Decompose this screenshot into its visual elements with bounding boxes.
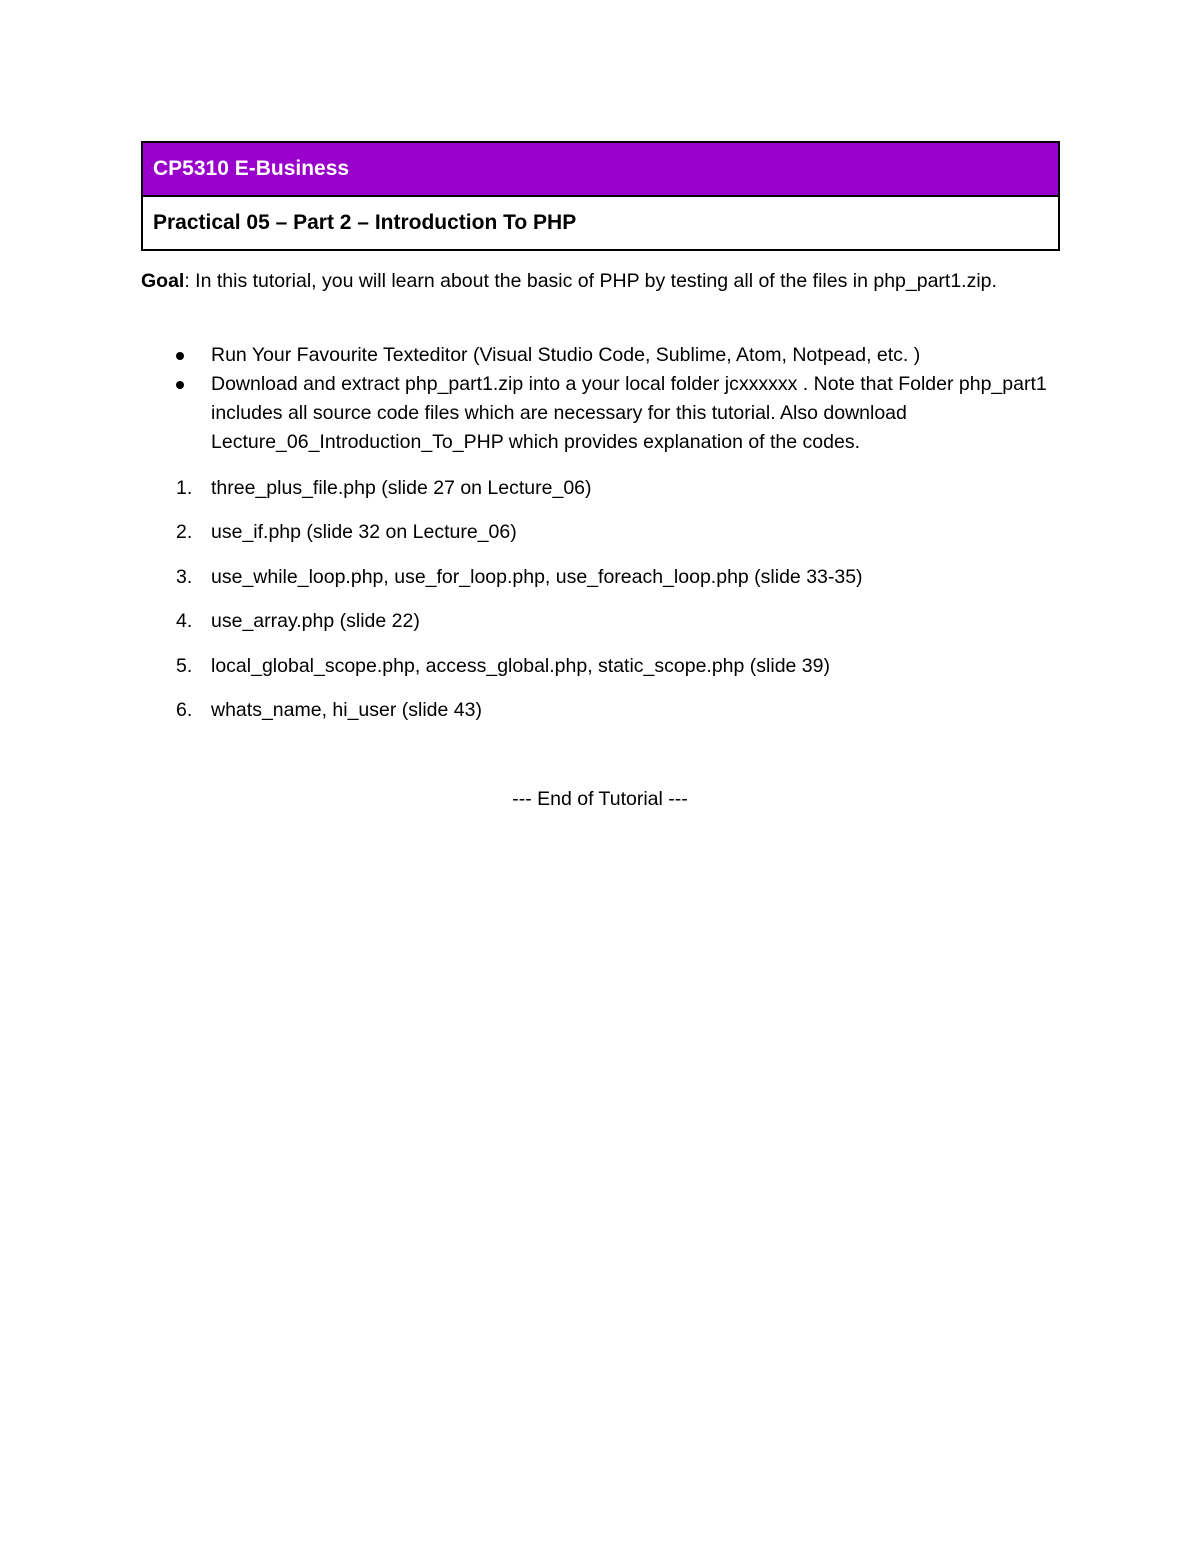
step-text: local_global_scope.php, access_global.php, static_scope.php (slide 39) [211, 654, 830, 677]
list-item [141, 651, 1061, 695]
goal-label: Goal [141, 270, 185, 292]
header-table [141, 141, 1060, 251]
end-of-tutorial: --- End of Tutorial --- [512, 788, 688, 810]
step-text: whats_name, hi_user (slide 43) [211, 698, 482, 721]
bullet-item [141, 370, 1061, 457]
step-number: 6. [176, 698, 193, 721]
step-text: use_array.php (slide 22) [211, 610, 420, 633]
file-steps-list [141, 473, 1061, 739]
step-text: use_if.php (slide 32 on Lecture_06) [211, 521, 517, 544]
list-item [141, 562, 1061, 606]
practical-title: Practical 05 – Part 2 – Introduction To PHP [153, 211, 577, 234]
step-number: 4. [176, 610, 193, 633]
list-item [141, 695, 1061, 739]
bullet-icon [176, 381, 184, 389]
step-number: 1. [176, 477, 193, 499]
bullet-icon [176, 352, 184, 360]
list-item [141, 473, 1061, 517]
course-title: CP5310 E-Business [143, 143, 1058, 197]
step-text: use_while_loop.php, use_for_loop.php, use_foreach_loop.php (slide 33-35) [211, 565, 863, 588]
step-number: 5. [176, 654, 193, 677]
step-number: 3. [176, 565, 193, 588]
bullet-text: Download and extract php_part1.zip into a your local folder jcxxxxxx . Note that Folder php_part1 includes all source code files which are necessary for this tutorial. Also download Lecture_06_Introduction_To_PHP which provides explanation of the codes. [211, 373, 1047, 453]
list-item [141, 606, 1061, 650]
bullet-text: Run Your Favourite Texteditor (Visual Studio Code, Sublime, Atom, Notpead, etc. ) [211, 344, 921, 366]
goal-paragraph [141, 266, 1061, 296]
instruction-bullets [141, 341, 1061, 457]
goal-text: : In this tutorial, you will learn about the basic of PHP by testing all of the files in php_part1.zip. [184, 270, 997, 292]
list-item [141, 517, 1061, 561]
bullet-item [141, 341, 1061, 370]
step-text: three_plus_file.php (slide 27 on Lecture_06) [211, 477, 592, 499]
step-number: 2. [176, 521, 193, 544]
